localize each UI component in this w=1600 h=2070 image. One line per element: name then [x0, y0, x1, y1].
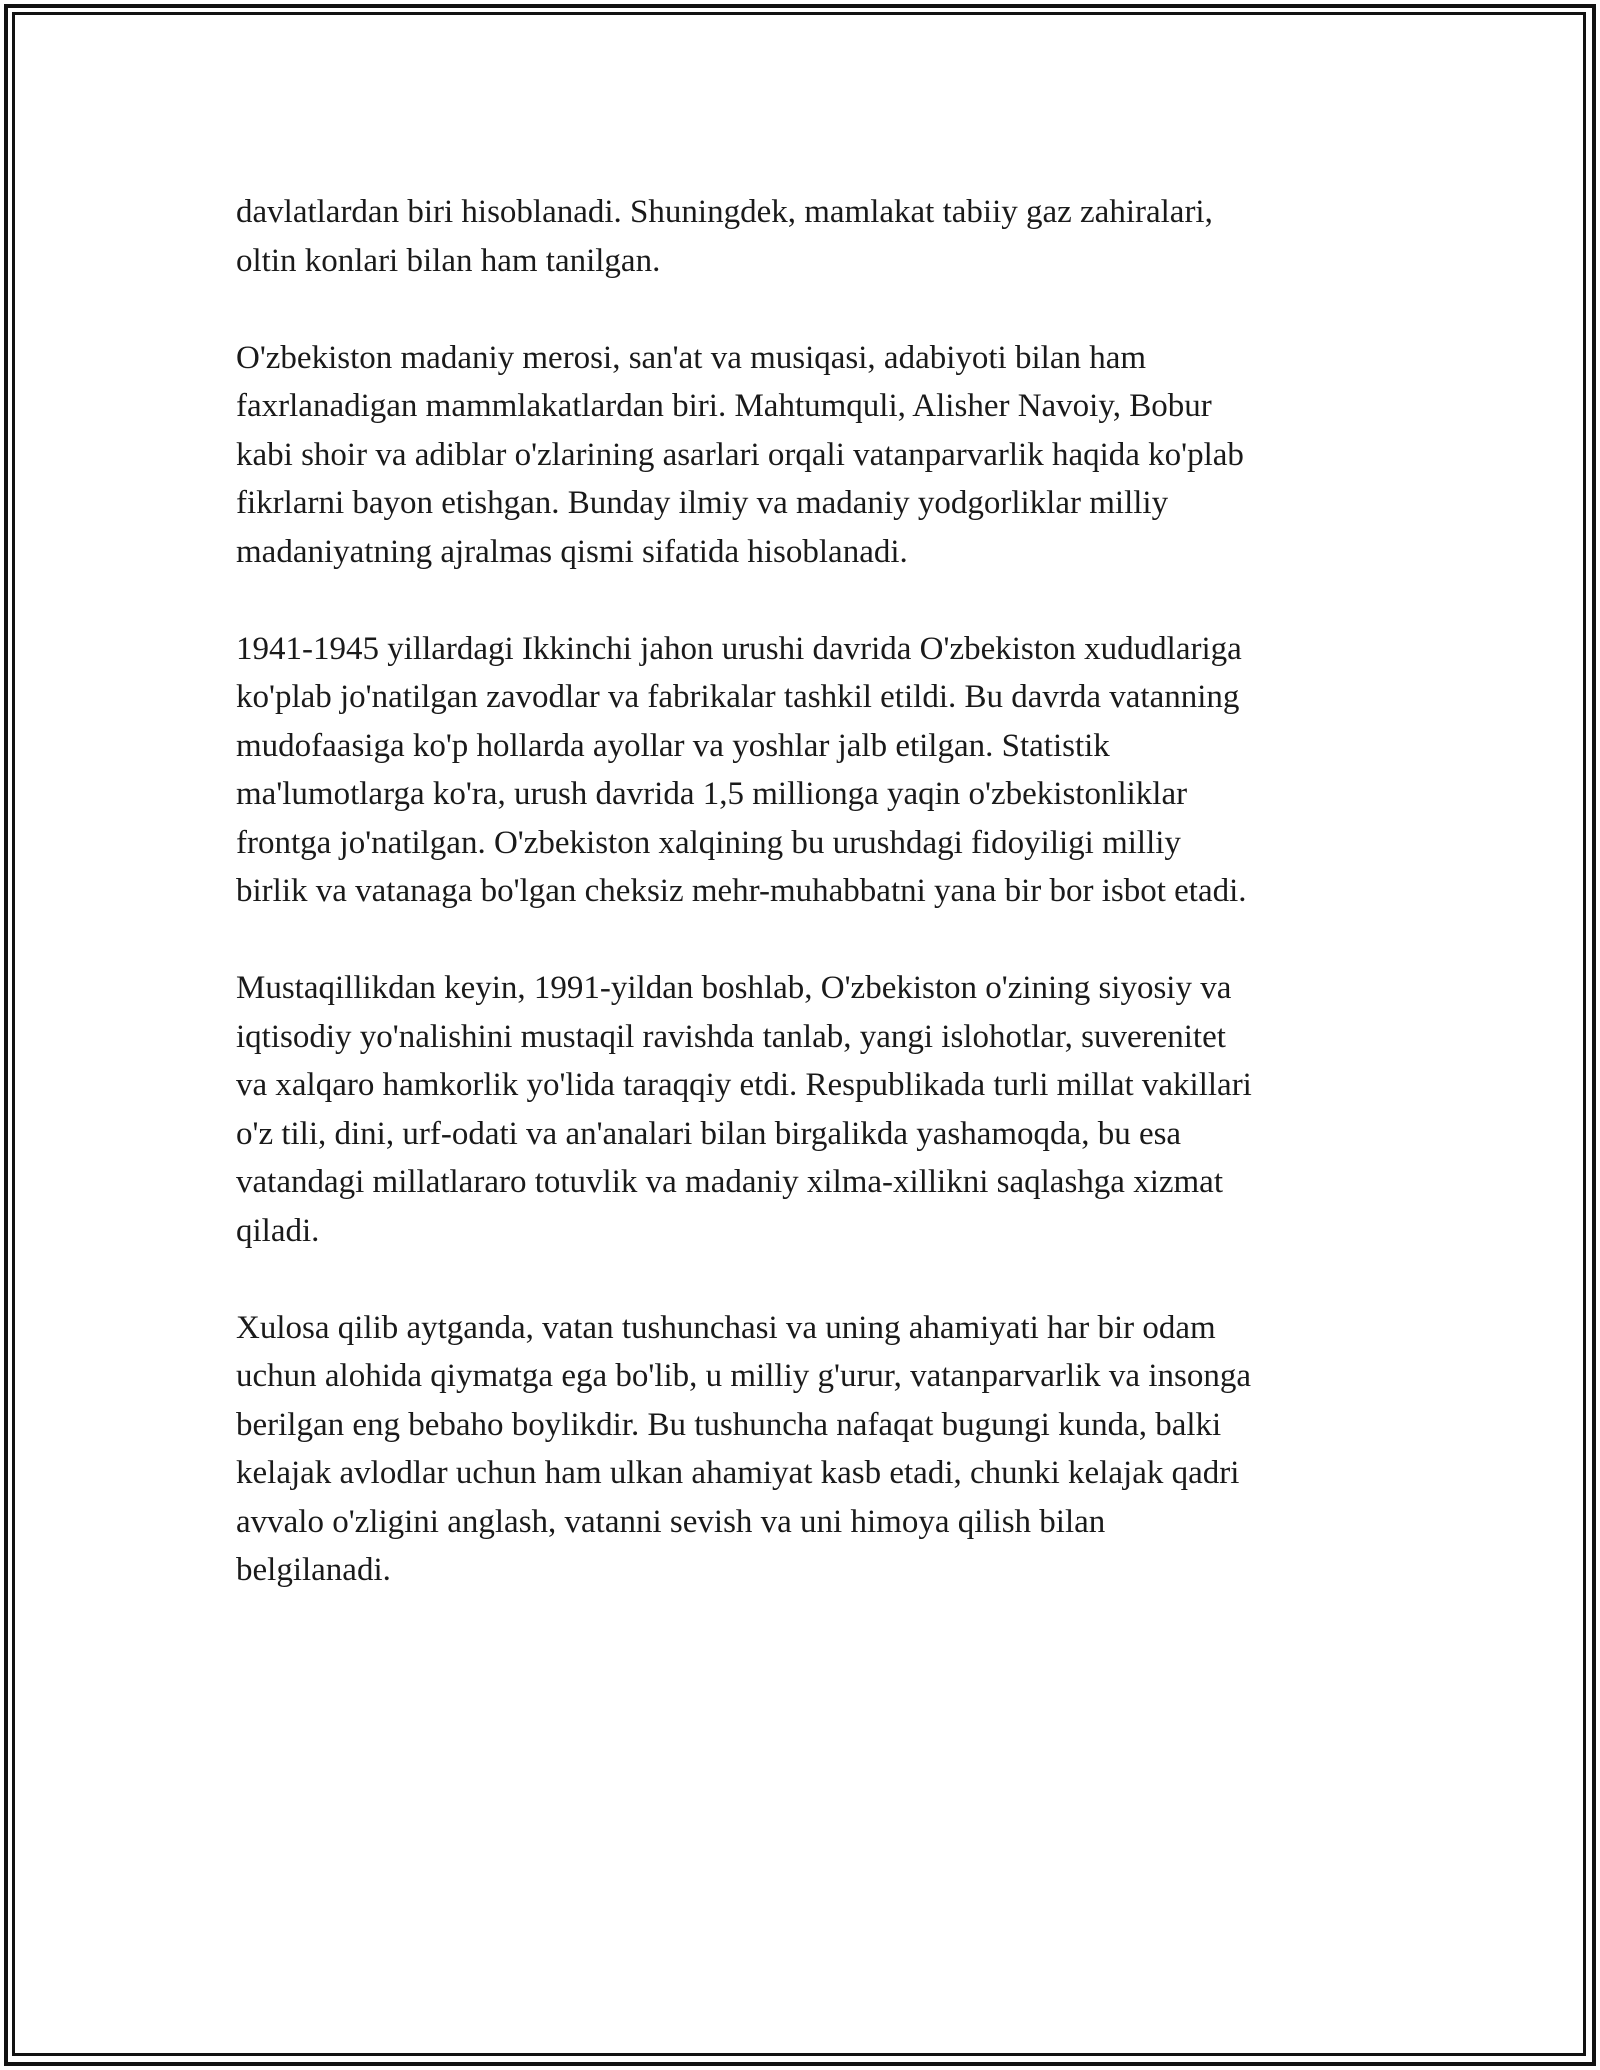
- paragraph-conclusion: Xulosa qilib aytganda, vatan tushunchasi va uning ahamiyati har bir odam uchun alohida qiymatga ega bo'lib, u milliy g'urur, vatanparvarlik va insonga berilgan eng bebaho boylikdir. Bu tushuncha nafaqat bugungi kunda, balki kelajak avlodlar uchun ham ulkan ahamiyat kasb etadi, chunki kelajak qadri avvalo o'zligini anglash, vatanni sevish va uni himoya qilish bilan belgilanadi.: [236, 1309, 1251, 1588]
- paragraph-cultural-heritage: O'zbekiston madaniy merosi, san'at va musiqasi, adabiyoti bilan ham faxrlanadigan mammlakatlardan biri. Mahtumquli, Alisher Navoiy, Bobur kabi shoir va adiblar o'zlarining asarlari orqali vatanparvarlik haqida ko'plab fikrlarni bayon etishgan. Bunday ilmiy va madaniy yodgorliklar milliy madaniyatning ajralmas qismi sifatida hisoblanadi.: [236, 339, 1244, 570]
- document-body: [236, 188, 1396, 1643]
- paragraph-natural-resources: davlatlardan biri hisoblanadi. Shuningdek, mamlakat tabiiy gaz zahiralari, oltin konlari bilan ham tanilgan.: [236, 194, 1213, 279]
- paragraph-world-war-two: 1941-1945 yillardagi Ikkinchi jahon urushi davrida O'zbekiston xududlariga ko'plab jo'natilgan zavodlar va fabrikalar tashkil etildi. Bu davrda vatanning mudofaasiga ko'p hollarda ayollar va yoshlar jalb etilgan. Statistik ma'lumotlarga ko'ra, urush davrida 1,5 millionga yaqin o'zbekistonliklar frontga jo'natilgan. O'zbekiston xalqining bu urushdagi fidoyiligi milliy birlik va vatanaga bo'lgan cheksiz mehr-muhabbatni yana bir bor isbot etadi.: [236, 630, 1247, 909]
- paragraph-independence: Mustaqillikdan keyin, 1991-yildan boshlab, O'zbekiston o'zining siyosiy va iqtisodiy yo'nalishini mustaqil ravishda tanlab, yangi islohotlar, suverenitet va xalqaro hamkorlik yo'lida taraqqiy etdi. Respublikada turli millat vakillari o'z tili, dini, urf-odati va an'analari bilan birgalikda yashamoqda, bu esa vatandagi millatlararo totuvlik va madaniy xilma-xillikni saqlashga xizmat qiladi.: [236, 970, 1252, 1249]
